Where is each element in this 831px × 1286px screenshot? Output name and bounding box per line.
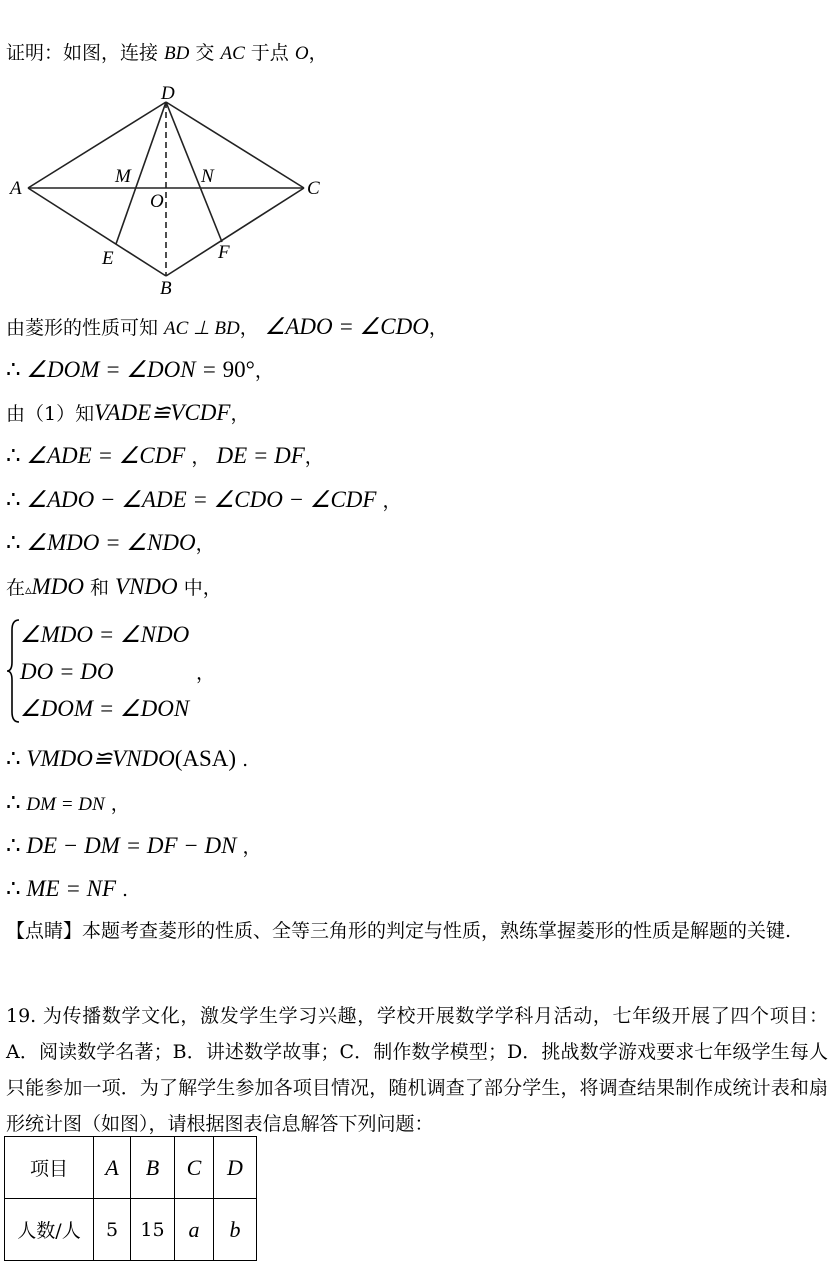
text: 和 <box>83 577 116 599</box>
therefore-sign: ∴ <box>6 833 27 858</box>
table-cell: A <box>94 1137 131 1199</box>
math: ∠ADO = ∠CDO <box>264 314 429 339</box>
system-eq-2: DO = DO <box>20 659 114 684</box>
table-row <box>5 1199 257 1261</box>
therefore-sign: ∴ <box>6 790 27 815</box>
question-19: 19. 为传播数学文化，激发学生学习兴趣，学校开展数学学科月活动，七年级开展了四个项目：A．阅读数学名著；B．讲述数学故事；C．制作数学模型；D．挑战数学游戏要求七年级学生每人只能参加一项．为了解学生参加各项目情况，随机调查了部分学生，将调查结果制作成统计表和扇形统计图（如图），请根据图表信息解答下列问题： <box>6 1005 828 1135</box>
math: AC ⊥ BD <box>164 318 240 339</box>
intro-text-3: 于点 <box>244 42 295 64</box>
label-f: F <box>218 242 230 263</box>
text: 由（1）知 <box>6 403 95 425</box>
system-eq-1: ∠MDO = ∠NDO <box>20 622 190 647</box>
therefore-sign: ∴ <box>6 357 27 382</box>
text: ， <box>236 836 262 858</box>
math: VADE≌VCDF <box>94 400 231 425</box>
table-cell: B <box>131 1137 175 1199</box>
intro-comma: ， <box>308 42 328 64</box>
text: 中， <box>177 577 222 599</box>
math-value: 90° <box>222 357 255 382</box>
table-cell: D <box>214 1137 257 1199</box>
side-dc <box>166 102 304 188</box>
text: ， <box>195 533 215 555</box>
therefore-sign: ∴ <box>6 487 27 512</box>
label-n: N <box>201 166 214 187</box>
math: DE − DM = DF − DN <box>26 833 237 858</box>
label-d: D <box>161 83 175 104</box>
proof-line-8 <box>6 746 248 773</box>
math: DM = DN <box>26 794 105 815</box>
label-e: E <box>102 248 114 269</box>
label-o: O <box>150 191 164 212</box>
math: ∠ADO − ∠ADE = ∠CDO − ∠CDF <box>26 487 377 512</box>
text: ， <box>185 446 217 468</box>
system-comma: ， <box>196 662 216 684</box>
math: VNDO <box>115 574 178 599</box>
side-ad <box>28 102 166 188</box>
therefore-sign: ∴ <box>6 530 27 555</box>
label-b: B <box>160 278 172 297</box>
table-cell: a <box>175 1199 214 1261</box>
point-o: O <box>294 43 309 64</box>
proof-line-5 <box>6 487 402 514</box>
math-asa: (ASA) <box>174 746 237 771</box>
side-cb <box>166 188 304 276</box>
therefore-sign: ∴ <box>6 876 27 901</box>
text: . <box>116 879 129 901</box>
math: ∠MDO = ∠NDO <box>26 530 196 555</box>
text: ， <box>376 490 402 512</box>
table-header-row <box>5 1137 257 1199</box>
proof-line-11 <box>6 876 128 903</box>
math: ∠ADE = ∠CDF <box>26 443 186 468</box>
survey-table <box>4 1136 257 1261</box>
segment-ac: AC <box>220 43 245 64</box>
math: DE = DF <box>216 443 305 468</box>
proof-line-10 <box>6 833 262 860</box>
therefore-sign: ∴ <box>6 746 27 771</box>
label-m: M <box>115 166 131 187</box>
system-eq-3: ∠DOM = ∠DON <box>20 696 190 721</box>
table-cell: 人数/人 <box>5 1199 94 1261</box>
math: ME = NF <box>26 876 117 901</box>
text: ， <box>254 360 274 382</box>
math: MDO <box>31 574 84 599</box>
therefore-sign: ∴ <box>6 443 27 468</box>
table-cell: 项目 <box>5 1137 94 1199</box>
text: ， <box>230 403 250 425</box>
table-cell: 15 <box>131 1199 175 1261</box>
proof-line-4 <box>6 443 324 470</box>
proof-line-9 <box>6 790 130 818</box>
text: ， <box>239 317 265 339</box>
table-cell: 5 <box>94 1199 131 1261</box>
proof-line-6 <box>6 530 215 557</box>
comment-paragraph: 【点睛】本题考查菱形的性质、全等三角形的判定与性质，熟练掌握菱形的性质是解题的关键. <box>6 920 792 942</box>
intro-text: 证明：如图，连接 <box>6 42 165 64</box>
text: . <box>236 749 249 771</box>
proof-line-3 <box>6 400 249 427</box>
triangle-symbol: ▵ <box>25 583 32 598</box>
intro-text-2: 交 <box>189 42 221 64</box>
text: 由菱形的性质可知 <box>6 317 165 339</box>
label-a: A <box>10 178 22 199</box>
proof-intro-line <box>6 40 328 67</box>
text: ， <box>104 793 130 815</box>
text: ， <box>304 446 324 468</box>
proof-line-2 <box>6 357 274 384</box>
proof-line-1 <box>6 314 448 342</box>
math: ∠DOM = ∠DON = <box>26 357 223 382</box>
proof-line-7 <box>6 574 222 604</box>
segment-bd: BD <box>164 43 190 64</box>
math: VMDO≌VNDO <box>26 746 175 771</box>
text: 在 <box>6 577 26 599</box>
table-cell: b <box>214 1199 257 1261</box>
rhombus-figure <box>6 82 336 297</box>
side-ba <box>28 188 166 276</box>
text: ， <box>428 317 448 339</box>
table-cell: C <box>175 1137 214 1199</box>
label-c: C <box>307 178 320 199</box>
